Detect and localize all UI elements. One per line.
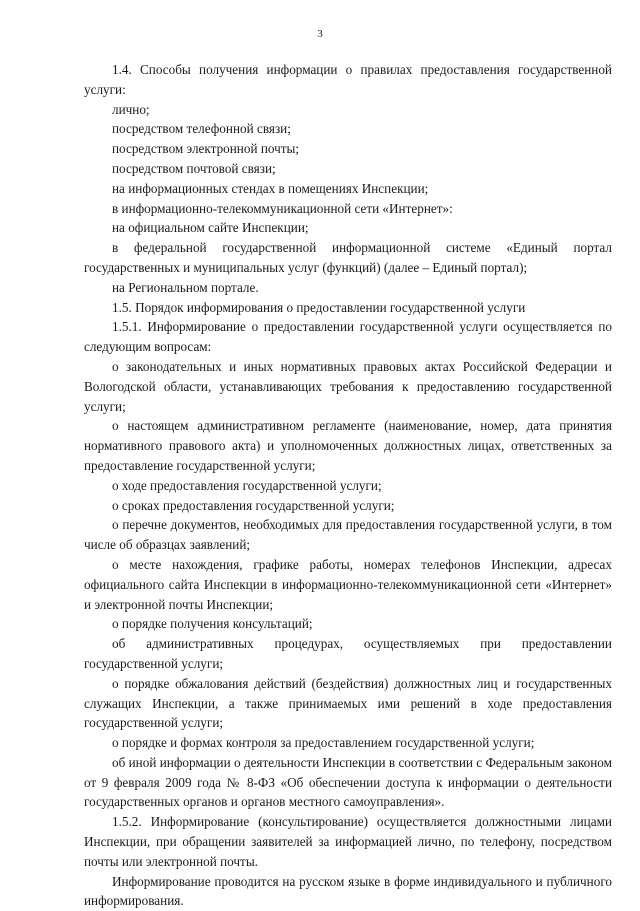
paragraph: посредством почтовой связи; [112, 160, 276, 176]
paragraph: о месте нахождения, графике работы, номерах телефонов Инспекции, адресах официального сайта Инспекции в информационно-телекоммуникационной сети «Интернет» и электронной почты Инспекции; [84, 556, 612, 612]
paragraph: 1.5. Порядок информирования о предоставлении государственной услуги [112, 299, 526, 315]
paragraph: о порядке и формах контроля за предоставлением государственной услуги; [112, 735, 535, 751]
paragraph: о порядке получения консультаций; [112, 616, 313, 632]
paragraph: об иной информации о деятельности Инспекции в соответствии с Федеральным законом от 9 февраля 2009 года № 8-ФЗ «Об обеспечении доступа к информации о деятельности государственных органов и органов местного самоуправления». [84, 754, 612, 810]
paragraph: на официальном сайте Инспекции; [112, 220, 309, 236]
paragraph: посредством электронной почты; [112, 141, 300, 157]
paragraph: о настоящем административном регламенте (наименование, номер, дата принятия нормативного правового акта) и уполномоченных должностных лицах, ответственных за предоставление государственной услуги; [84, 418, 612, 473]
paragraph: о перечне документов, необходимых для предоставления государственной услуги, в том числе об образцах заявлений; [84, 517, 612, 553]
paragraph: о ходе предоставления государственной услуги; [112, 477, 382, 493]
paragraph: на информационных стендах в помещениях Инспекции; [112, 180, 429, 196]
page-number: 3 [317, 28, 323, 40]
paragraph: о сроках предоставления государственной услуги; [112, 497, 395, 513]
paragraph: 1.4. Способы получения информации о правилах предоставления государственной услуги: [84, 62, 612, 97]
paragraph: в информационно-телекоммуникационной сети «Интернет»: [112, 200, 453, 216]
paragraph: об административных процедурах, осуществляемых при предоставлении государственной услуги; [84, 636, 612, 671]
paragraph: 1.5.2. Информирование (консультирование) осуществляется должностными лицами Инспекции, при обращении заявителей за информацией лично, по телефону, посредством почты или электронной почты. [84, 814, 612, 869]
paragraph: в федеральной государственной информационной системе «Единый портал государственных и муниципальных услуг (функций) (далее – Единый портал); [84, 240, 612, 275]
paragraph: о законодательных и иных нормативных правовых актах Российской Федерации и Вологодской области, устанавливающих требования к предоставлению государственной услуги; [84, 358, 612, 414]
paragraph: 1.5.1. Информирование о предоставлении государственной услуги осуществляется по следующим вопросам: [84, 319, 612, 355]
paragraph: о порядке обжалования действий (бездействия) должностных лиц и государственных служащих Инспекции, а также принимаемых ими решений в ходе предоставления государственной услуги; [84, 675, 612, 731]
paragraph: Информирование проводится на русском языке в форме индивидуального и публичного информирования. [84, 873, 612, 909]
paragraph: лично; [112, 101, 150, 117]
document-body [84, 60, 612, 911]
paragraph: посредством телефонной связи; [112, 121, 291, 137]
paragraph: на Региональном портале. [112, 279, 259, 295]
